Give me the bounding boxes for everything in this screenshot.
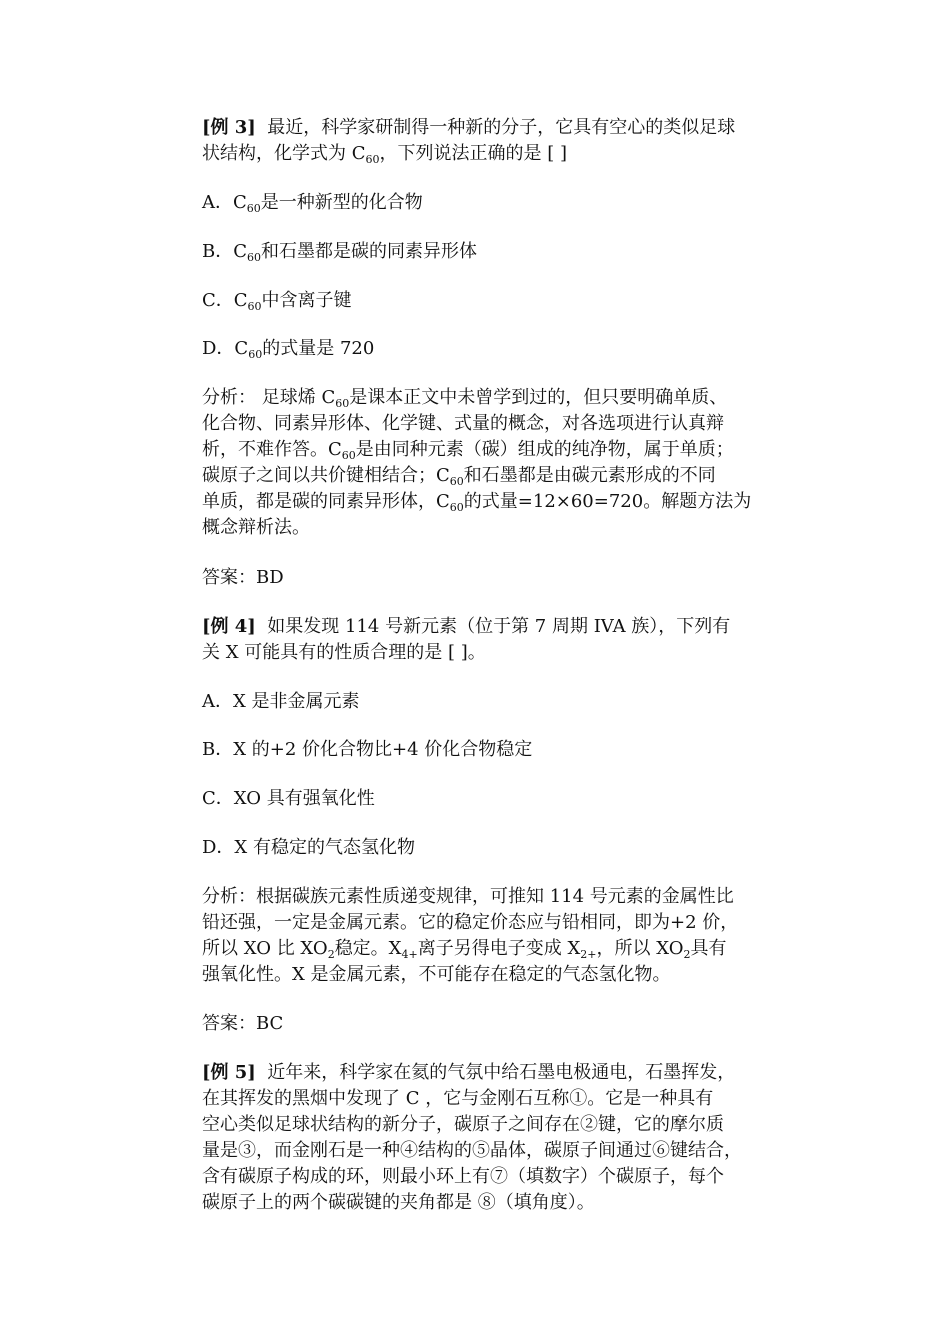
ex4-option-b: B．X 的+2 价化合物比+4 价化合物稳定 <box>202 739 533 760</box>
ex3-option-c: C．$C_{60}$中含离子键 <box>202 290 352 313</box>
ex3-option-b: B．$C_{60}$和石墨都是碳的同素异形体 <box>202 241 477 264</box>
ex4-option-c: C．XO 具有强氧化性 <box>202 788 375 809</box>
ex3-q-sub: 60 <box>365 153 380 166</box>
ex4-answer: 答案：BC <box>202 1013 284 1034</box>
ex3-q-line1: 最近，科学家研制得一种新的分子，它具有空心的类似足球 <box>267 117 736 138</box>
ex4-tag: [例 4] <box>202 616 256 637</box>
ex3-question <box>202 115 762 167</box>
ex3-q-line2-end: ，下列说法正确的是 [ ] <box>379 143 567 164</box>
ex3-answer: 答案：BD <box>202 567 284 588</box>
ex5-tag: [例 5] <box>202 1062 256 1083</box>
ex4-analysis: 分析：根据碳族元素性质递变规律，可推知 114 号元素的金属性比 铅还强，一定是金属元素。它的稳定价态应与铅相同，即为+2 价， 所以 XO 比 $XO_2$稳定。$X_{4+}$离子另得电子变成 $X_{2+}$，所以 $XO_2$具有 强氧化性。X 是金属元素，不可能存在稳定的气态氢化物。 <box>202 886 739 985</box>
ex4-option-a: A．X 是非金属元素 <box>202 691 360 712</box>
ex3-tag: [例 3] <box>202 117 256 138</box>
ex4-question: [例 4] 如果发现 114 号新元素（位于第 7 周期 IVA 族），下列有 关 X 可能具有的性质合理的是 [ ]。 <box>202 616 731 663</box>
ex4-option-d: D．X 有稳定的气态氢化物 <box>202 837 415 858</box>
ex3-option-a: A．$C_{60}$是一种新型的化合物 <box>202 192 423 215</box>
ex5-question: [例 5] 近年来，科学家在氦的气氛中给石墨电极通电，石墨挥发， 在其挥发的黑烟中发现了 C ，它与金刚石互称①。它是一种具有 空心类似足球状结构的新分子，碳原子之间存在②键，它的摩尔质 量是③，而金刚石是一种④结构的⑤晶体，碳原子间通过⑥键结合， 含有碳原子构成的环，则最小环上有⑦（填数字）个碳原子，每个 碳原子上的两个碳碳键的夹角都是 ⑧（填角度）。 <box>202 1062 742 1213</box>
ex3-option-d: D．$C_{60}$的式量是 720 <box>202 338 375 361</box>
ex3-analysis: 分析： 足球烯 $C_{60}$是课本正文中未曾学到过的，但只要明确单质、 化合物、同素异形体、化学键、式量的概念，对各选项进行认真辩 析，不难作答。$C_{60}$是由同种元素（碳）组成的纯净物，属于单质； 碳原子之间以共价键相结合；$C_{60}$和石墨都是由碳元素形成的不同 单质，都是碳的同素异形体，$C_{60}$的式量=12×60=720。解题方法为 概念辩析法。 <box>202 387 752 538</box>
ex3-q-line2: 状结构，化学式为 C <box>202 143 366 164</box>
